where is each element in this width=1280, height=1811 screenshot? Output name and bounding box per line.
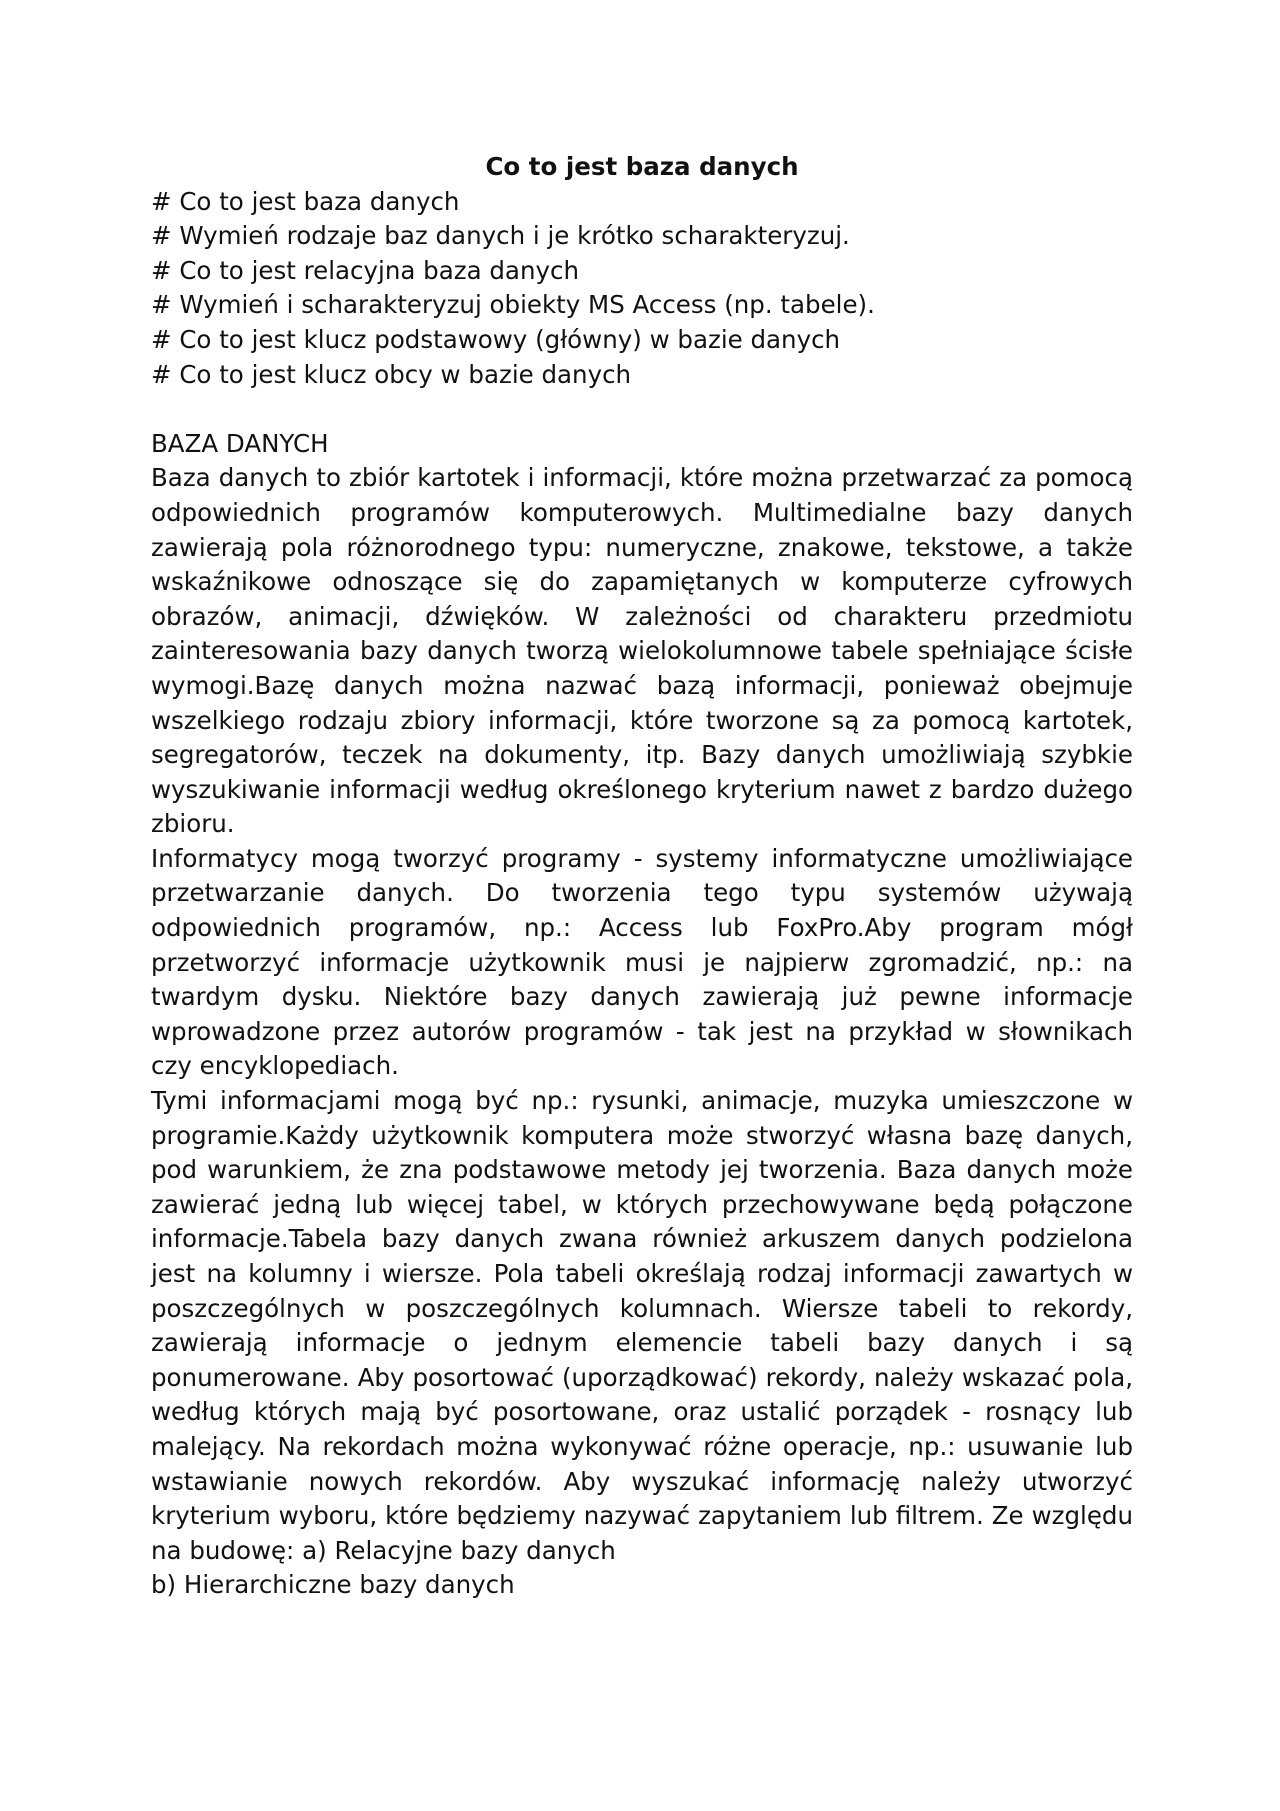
question-item: # Co to jest relacyjna baza danych (151, 255, 579, 285)
question-item: # Co to jest baza danych (151, 186, 460, 216)
body-paragraph: Informatycy mogą tworzyć programy - systemy informatyczne umożliwiające przetwarzanie danych. Do tworzenia tego typu systemów używają odpowiednich programów, np.: Access lub FoxPro.Aby program mógł przetworzyć informacje użytkownik musi je najpierw zgromadzić, np.: na twardym dysku. Niektóre bazy danych zawierają już pewne informacje wprowadzone przez autorów programów - tak jest na przykład w słownikach czy encyklopediach. (151, 843, 1133, 1081)
document-page (151, 150, 1133, 1603)
blank-line (151, 392, 1133, 427)
body-paragraph: Tymi informacjami mogą być np.: rysunki, animacje, muzyka umieszczone w programie.Każdy użytkownik komputera może stworzyć własna bazę danych, pod warunkiem, że zna podstawowe metody jej tworzenia. Baza danych może zawierać jedną lub więcej tabel, w których przechowywane będą połączone informacje.Tabela bazy danych zwana również arkuszem danych podzielona jest na kolumny i wiersze. Pola tabeli określają rodzaj informacji zawartych w poszczególnych w poszczególnych kolumnach. Wiersze tabeli to rekordy, zawierają informacje o jednym elemencie tabeli bazy danych i są ponumerowane. Aby posortować (uporządkować) rekordy, należy wskazać pola, według których mają być posortowane, oraz ustalić porządek - rosnący lub malejący. Na rekordach można wykonywać różne operacje, np.: usuwanie lub wstawianie nowych rekordów. Aby wyszukać informację należy utworzyć kryterium wyboru, które będziemy nazywać zapytaniem lub filtrem. Ze względu na budowę: a) Relacyjne bazy danych (151, 1086, 1133, 1565)
section-heading: BAZA DANYCH (151, 428, 329, 458)
question-item: # Co to jest klucz podstawowy (główny) w bazie danych (151, 324, 841, 354)
question-item: # Co to jest klucz obcy w bazie danych (151, 359, 632, 389)
body-paragraph: Baza danych to zbiór kartotek i informacji, które można przetwarzać za pomocą odpowiednich programów komputerowych. Multimedialne bazy danych zawierają pola różnorodnego typu: numeryczne, znakowe, tekstowe, a także wskaźnikowe odnoszące się do zapamiętanych w komputerze cyfrowych obrazów, animacji, dźwięków. W zależności od charakteru przedmiotu zainteresowania bazy danych tworzą wielokolumnowe tabele spełniające ścisłe wymogi.Bazę danych można nazwać bazą informacji, ponieważ obejmuje wszelkiego rodzaju zbiory informacji, które tworzone są za pomocą kartotek, segregatorów, teczek na dokumenty, itp. Bazy danych umożliwiają szybkie wyszukiwanie informacji według określonego kryterium nawet z bardzo dużego zbioru. (151, 463, 1133, 839)
question-list (151, 185, 1133, 393)
closing-line: b) Hierarchiczne bazy danych (151, 1570, 515, 1600)
question-item: # Wymień rodzaje baz danych i je krótko scharakteryzuj. (151, 221, 850, 251)
question-item: # Wymień i scharakteryzuj obiekty MS Access (np. tabele). (151, 290, 875, 320)
document-title: Co to jest baza danych (485, 152, 799, 181)
